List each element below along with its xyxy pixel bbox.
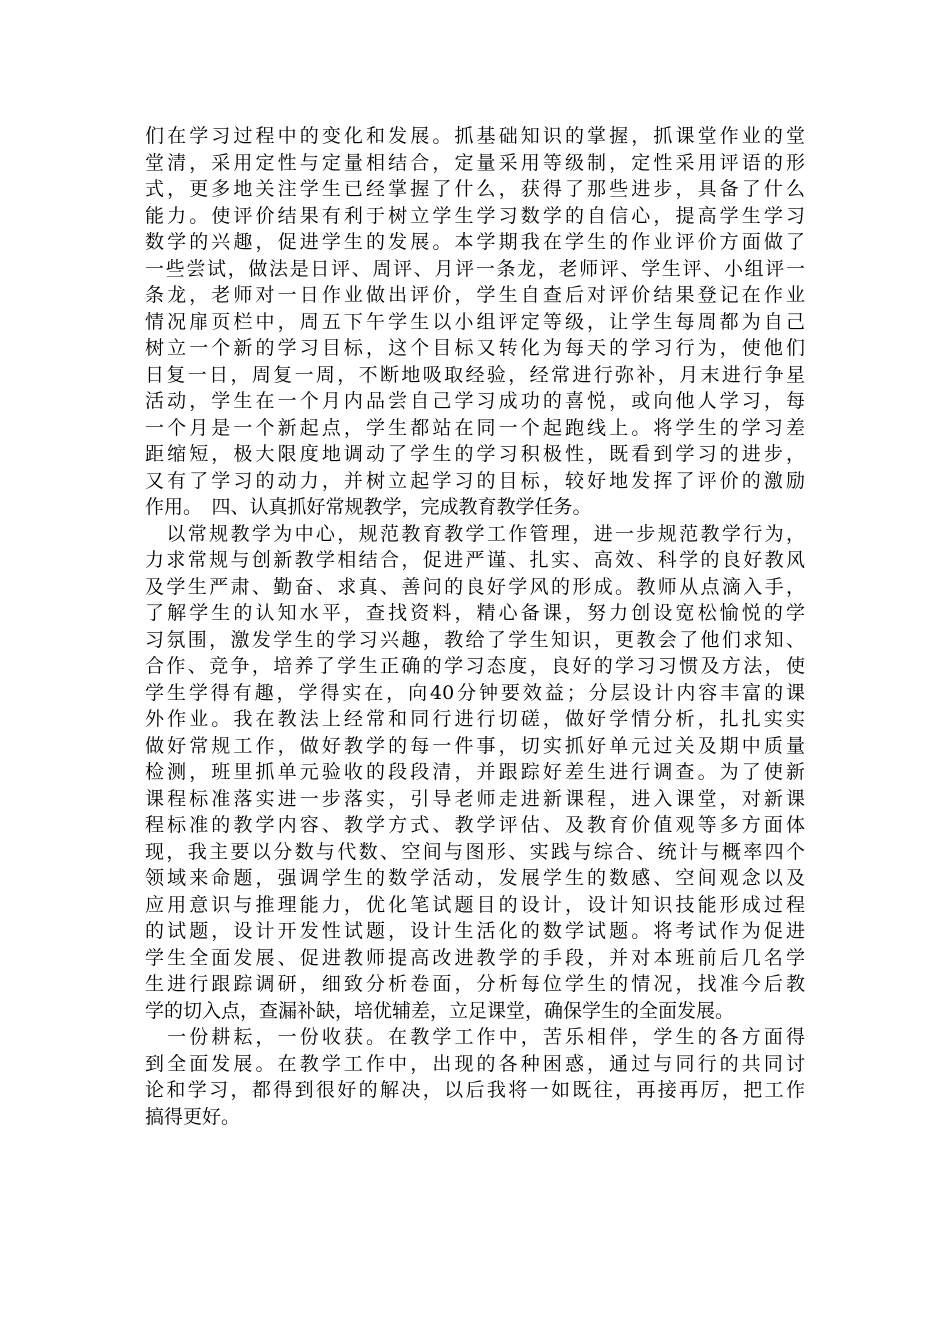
text-line: 领域来命题，强调学生的数学活动，发展学生的数感、空间观念以及 <box>145 867 805 889</box>
text-line: 情况扉页栏中，周五下午学生以小组评定等级，让学生每周都为自己 <box>145 310 805 333</box>
text-line: 应用意识与推理能力，优化笔试题目的设计，设计知识技能形成过程 <box>145 893 805 916</box>
text-line: 活动，学生在一个月内品尝自己学习成功的喜悦，或向他人学习，每 <box>145 390 805 412</box>
text-line: 作用。 四、认真抓好常规教学，完成教育教学任务。 <box>145 496 592 518</box>
text-line: 树立一个新的学习目标，这个目标又转化为每天的学习行为，使他们 <box>145 337 805 359</box>
text-line: 学的切入点，查漏补缺，培优辅差，立足课堂，确保学生的全面发展。 <box>145 999 735 1022</box>
text-line: 能力。使评价结果有利于树立学生学习数学的自信心，提高学生学习 <box>145 204 805 227</box>
body-text <box>145 123 805 1130</box>
text-line: 合作、竞争，培养了学生正确的学习态度，良好的学习习惯及方法，使 <box>145 655 805 677</box>
text-line: 及学生严肃、勤奋、求真、善问的良好学风的形成。教师从点滴入手， <box>145 575 805 598</box>
text-line: 做好常规工作，做好教学的每一件事，切实抓好单元过关及期中质量 <box>145 734 805 757</box>
text-line: 日复一日，周复一周，不断地吸取经验，经常进行弥补，月末进行争星 <box>145 363 805 386</box>
text-line: 数学的兴趣，促进学生的发展。本学期我在学生的作业评价方面做了 <box>145 231 805 253</box>
text-line: 一些尝试，做法是日评、周评、月评一条龙，老师评、学生评、小组评一 <box>145 257 805 280</box>
text-line: 生进行跟踪调研，细致分析卷面，分析每位学生的情况，找准今后教 <box>145 973 805 995</box>
paragraph-continued <box>145 123 805 521</box>
text-line: 条龙，老师对一日作业做出评价，学生自查后对评价结果登记在作业 <box>145 284 805 306</box>
text-line: 课程标准落实进一步落实，引导老师走进新课程，进入课堂，对新课 <box>145 787 805 810</box>
text-line: 式，更多地关注学生已经掌握了什么，获得了那些进步，具备了什么 <box>145 178 805 200</box>
paragraph-routine-teaching <box>145 521 805 1025</box>
text-line: 的试题，设计开发性试题，设计生活化的数学试题。将考试作为促进 <box>145 920 805 942</box>
text-line: 了解学生的认知水平，查找资料，精心备课，努力创设宽松愉悦的学 <box>145 602 805 624</box>
text-line: 学生全面发展、促进教师提高改进教学的手段，并对本班前后几名学 <box>145 946 805 969</box>
text-line: 程标准的教学内容、教学方式、教学评估、及教育价值观等多方面体 <box>145 814 805 836</box>
text-line: 到全面发展。在教学工作中，出现的各种困惑，通过与同行的共同讨 <box>145 1052 805 1075</box>
text-line: 们在学习过程中的变化和发展。抓基础知识的掌握，抓课堂作业的堂 <box>145 125 805 147</box>
text-line: 距缩短，极大限度地调动了学生的学习积极性，既看到学习的进步， <box>145 443 805 465</box>
text-line: 论和学习，都得到很好的解决，以后我将一如既往，再接再厉，把工作 <box>145 1079 805 1101</box>
text-line: 学生学得有趣，学得实在，向40分钟要效益；分层设计内容丰富的课 <box>145 681 805 704</box>
text-line: 习氛围，激发学生的学习兴趣，教给了学生知识，更教会了他们求知、 <box>145 628 805 651</box>
text-line: 一个月是一个新起点，学生都站在同一个起跑线上。将学生的学习差 <box>145 416 805 439</box>
text-line: 堂清，采用定性与定量相结合，定量采用等级制，定性采用评语的形 <box>145 151 805 174</box>
text-line: 现，我主要以分数与代数、空间与图形、实践与综合、统计与概率四个 <box>145 840 805 863</box>
text-line: 检测，班里抓单元验收的段段清，并跟踪好差生进行调查。为了使新 <box>145 761 805 783</box>
text-line: 又有了学习的动力，并树立起学习的目标，较好地发挥了评价的激励 <box>145 469 805 492</box>
paragraph-conclusion <box>145 1024 805 1130</box>
text-line: 以常规教学为中心，规范教育教学工作管理，进一步规范教学行为， <box>145 522 805 545</box>
text-line: 力求常规与创新教学相结合，促进严谨、扎实、高效、科学的良好教风 <box>145 549 805 571</box>
text-line: 一份耕耘，一份收获。在教学工作中，苦乐相伴，学生的各方面得 <box>145 1026 805 1048</box>
text-line: 外作业。我在教法上经常和同行进行切磋，做好学情分析，扎扎实实 <box>145 708 805 730</box>
text-line: 搞得更好。 <box>145 1105 241 1128</box>
